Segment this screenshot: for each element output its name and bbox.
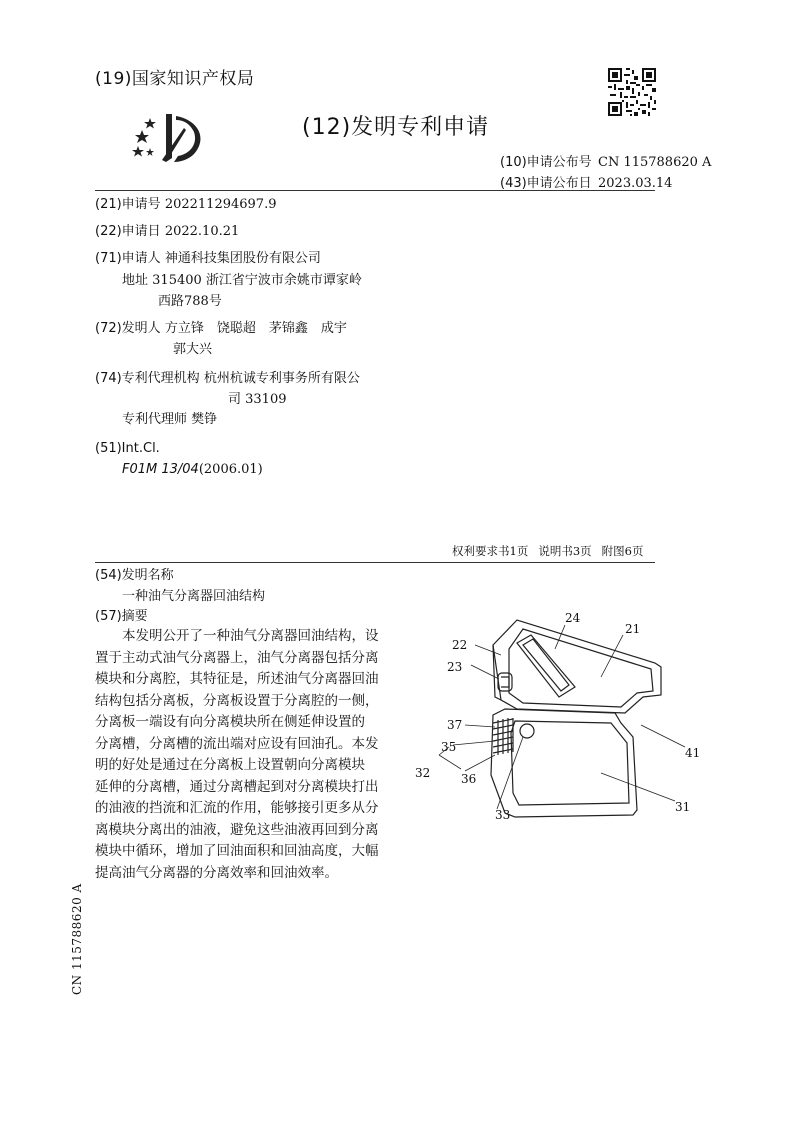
abstract-figure xyxy=(405,605,705,830)
application-number xyxy=(95,195,276,215)
qr-code-icon xyxy=(606,66,658,118)
label-24: 24 xyxy=(565,611,581,625)
abstract-line: 置于主动式油气分离器上，油气分离器包括分离 xyxy=(95,649,379,666)
int-cl-label: (51)Int.Cl. xyxy=(95,441,160,456)
abstract-line: 本发明公开了一种油气分离器回油结构，设 xyxy=(122,628,379,644)
abstract-line: 模块和分离腔，其特征是，所述油气分离器回油 xyxy=(95,671,379,687)
label-21: 21 xyxy=(625,622,641,636)
publication-number xyxy=(500,151,711,170)
invention-title-label: (54)发明名称 xyxy=(95,568,174,583)
patent-agency-line-1: 杭州杭诚专利事务所有限公 xyxy=(203,371,360,386)
label-32: 32 xyxy=(415,766,431,780)
separation-groove xyxy=(493,718,513,755)
side-publication-number: CN 115788620 A xyxy=(70,883,84,995)
address-label: 地址 xyxy=(122,273,149,288)
abstract-line: 模块中循环，增加了回油面积和回油高度，大幅 xyxy=(95,843,379,859)
inventors-line-1: 方立锋 饶聪超 茅锦鑫 成宇 xyxy=(164,321,347,336)
inventors-line-2: 郭大兴 xyxy=(173,342,213,357)
pages-rule xyxy=(95,562,655,563)
drawings-pages: 附图6页 xyxy=(601,544,644,558)
application-date-label: (22)申请日 xyxy=(95,224,161,239)
publication-date-value: 2023.03.14 xyxy=(598,176,673,191)
int-cl-code: F01M 13/04 xyxy=(122,462,199,477)
application-number-label: (21)申请号 xyxy=(95,197,161,212)
label-41: 41 xyxy=(685,746,701,760)
publication-date xyxy=(500,172,672,191)
label-33: 33 xyxy=(495,808,511,822)
application-number-value: 202211294697.9 xyxy=(164,197,277,212)
applicant-label: (71)申请人 xyxy=(95,251,161,266)
document-kind: (12)发明专利申请 xyxy=(302,115,490,140)
patent-agent-value: 樊铮 xyxy=(191,412,218,427)
address-line-2: 西路788号 xyxy=(158,294,222,309)
application-date xyxy=(95,222,239,242)
inventors xyxy=(95,319,347,339)
patent-agent xyxy=(122,410,217,430)
int-cl-version: (2006.01) xyxy=(198,462,263,477)
label-36: 36 xyxy=(461,772,477,786)
label-23: 23 xyxy=(447,660,463,674)
page-counts xyxy=(452,543,653,559)
address xyxy=(122,271,362,291)
publication-number-label: (10)申请公布号 xyxy=(500,155,592,170)
office-logo xyxy=(128,108,208,166)
label-37: 37 xyxy=(447,718,463,732)
applicant-value: 神通科技集团股份有限公司 xyxy=(164,251,321,266)
port-23 xyxy=(498,673,512,691)
abstract-line: 提高油气分离器的分离效率和回油效率。 xyxy=(95,864,338,881)
abstract-line: 明的好处是通过在分离板上设置朝向分离模块 xyxy=(95,757,365,773)
return-oil-hole xyxy=(520,724,534,738)
label-35: 35 xyxy=(441,740,457,754)
patent-agency-label: (74)专利代理机构 xyxy=(95,371,200,386)
patent-agency-line-2: 司 33109 xyxy=(228,392,287,407)
office-name: (19)国家知识产权局 xyxy=(95,69,255,89)
abstract-line: 延伸的分离槽，通过分离槽起到对分离模块打出 xyxy=(95,778,379,795)
patent-agency xyxy=(95,369,360,389)
int-cl xyxy=(122,460,263,480)
abstract-line: 分离槽，分离槽的流出端对应设有回油孔。本发 xyxy=(95,735,379,752)
label-22: 22 xyxy=(452,638,468,652)
abstract-line: 离模块分离出的油液，避免这些油液再回到分离 xyxy=(95,821,379,838)
abstract-text xyxy=(95,626,398,884)
application-date-value: 2022.10.21 xyxy=(164,224,240,239)
address-line-1: 315400 浙江省宁波市余姚市谭家岭 xyxy=(152,273,362,288)
abstract-line: 结构包括分离板，分离板设置于分离腔的一侧， xyxy=(95,692,379,709)
abstract-line: 的油液的挡流和汇流的作用，能够接引更多从分 xyxy=(95,800,379,816)
invention-title: 一种油气分离器回油结构 xyxy=(122,589,266,604)
label-31: 31 xyxy=(675,800,691,814)
applicant xyxy=(95,249,321,269)
abstract-line: 分离板一端设有向分离模块所在侧延伸设置的 xyxy=(95,714,365,730)
header-rule xyxy=(95,190,655,191)
chamber-inner xyxy=(511,721,629,805)
claims-pages: 权利要求书1页 xyxy=(452,544,529,558)
inventors-label: (72)发明人 xyxy=(95,321,161,336)
abstract-label: (57)摘要 xyxy=(95,609,148,624)
description-pages: 说明书3页 xyxy=(538,544,592,558)
publication-date-label: (43)申请公布日 xyxy=(500,176,592,191)
publication-number-value: CN 115788620 A xyxy=(598,155,712,170)
patent-agent-label: 专利代理师 xyxy=(122,412,188,427)
